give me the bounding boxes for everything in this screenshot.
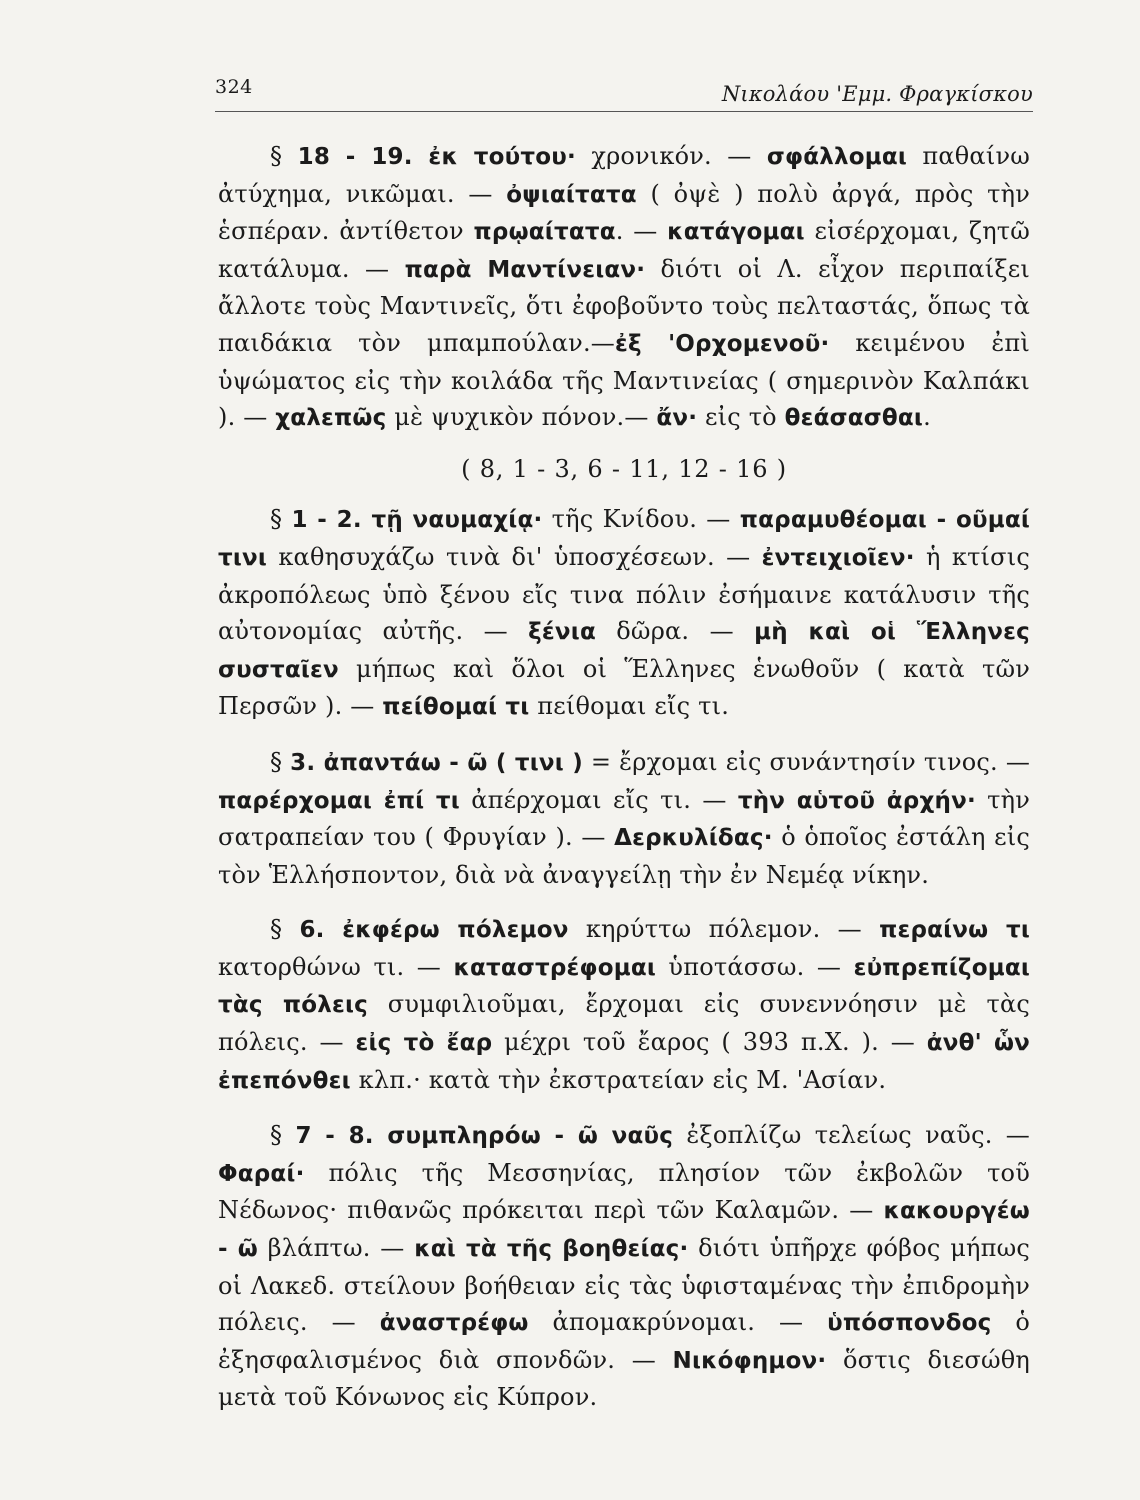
gloss-text: § <box>270 747 291 776</box>
gloss-text: συμφιλιοῦμαι, ἔρχομαι εἰς συνεννόησιν μὲ τὰς πόλεις. — <box>218 990 1030 1057</box>
lemma-term: Δερκυλίδας· <box>614 825 773 852</box>
section-3 <box>218 744 1030 893</box>
gloss-text: ( ὀψὲ ) πολὺ ἀργά, πρὸς τὴν ἑσπέραν. ἀντίθετον <box>218 179 1031 246</box>
gloss-text: μέχρι τοῦ ἔαρος ( 393 π.Χ. ). — <box>492 1028 927 1057</box>
lemma-term: 18 - 19. ἐκ τούτου· <box>297 144 576 170</box>
lemma-term: περαίνω τι <box>879 917 1031 944</box>
lemma-term: 6. ἐκφέρω πόλεμον <box>299 917 569 944</box>
lemma-term: παραμυθέομαι - οῦμαί τινι <box>218 507 1031 571</box>
page-number: 324 <box>215 76 253 98</box>
lemma-term: ὑπόσπονδος <box>827 1310 992 1337</box>
lemma-term: κακουργέω - ῶ <box>218 1198 1030 1263</box>
lemma-term: πείθομαί τι <box>382 694 530 721</box>
gloss-text: διότι οἱ Λ. εἶχον περιπαίξει ἄλλοτε τοὺς Μαντινεῖς, ὅτι ἐφοβοῦντο τοὺς πελταστάς, ὅπως τὰ παιδάκια τὸν μπαμπούλαν.— <box>218 254 1030 357</box>
gloss-text: ἀπέρχομαι εἴς τι. — <box>459 785 738 814</box>
lemma-term: χαλεπῶς <box>275 405 387 432</box>
lemma-term: Νικόφημον· <box>672 1347 827 1374</box>
gloss-text: εἰσέρχομαι, ζητῶ κατάλυμα. — <box>218 217 1031 283</box>
gloss-text: § <box>270 142 298 170</box>
gloss-text: κειμένου ἐπὶ ὑψώματος εἰς τὴν κοιλάδα τῆς Μαντινείας ( σημερινὸν Καλπάκι ). — <box>218 328 1030 432</box>
gloss-text: κατορθώνω τι. — <box>218 952 454 981</box>
gloss-text: = ἔρχομαι εἰς συνάντησίν τινος. — <box>582 747 1031 776</box>
gloss-text: τῆς Κνίδου. — <box>542 505 740 534</box>
gloss-text: μὲ ψυχικὸν πόνον.— <box>386 403 657 432</box>
lemma-term: ἀνθ' ὧν ἐπεπόνθει <box>218 1030 1031 1094</box>
gloss-text: ἀπομακρύνομαι. — <box>528 1308 828 1337</box>
gloss-text: ἐξοπλίζω τελείως ναῦς. — <box>673 1121 1030 1150</box>
gloss-text: εἰς τὸ <box>697 403 785 432</box>
gloss-text: . <box>923 403 931 432</box>
lemma-term: κατάγομαι <box>667 219 805 246</box>
page-header <box>215 70 1035 110</box>
gloss-text: πείθομαι εἴς τι. <box>529 692 730 721</box>
lemma-term: ἄν· <box>656 405 698 432</box>
gloss-text: ἡ κτίσις ἀκροπόλεως ὑπὸ ξένου εἴς τινα πόλιν ἐσήμαινε κατάλυσιν τῆς αὐτονομίας αὐτῆς. — <box>218 542 1031 646</box>
lemma-term: πρῳαίτατα <box>473 219 616 246</box>
lemma-term: ὀψιαίτατα <box>506 181 637 208</box>
lemma-term: σφάλλομαι <box>766 144 907 170</box>
lemma-term: 7 - 8. συμπληρόω - ῶ ναῦς <box>295 1123 674 1150</box>
gloss-text: τὴν σατραπείαν του ( Φρυγίαν ). — <box>218 785 1031 852</box>
section-7-8 <box>218 1117 1030 1416</box>
gloss-text: § <box>270 915 300 944</box>
gloss-text: § <box>270 505 292 534</box>
gloss-text: καθησυχάζω τινὰ δι' ὑποσχέσεων. — <box>267 542 762 571</box>
lemma-term: Φαραί· <box>218 1160 305 1187</box>
gloss-text: ὑποτάσσω. — <box>656 952 854 981</box>
lemma-term: εὐπρεπίζομαι τὰς πόλεις <box>218 954 1030 1019</box>
gloss-text: διότι ὑπῆρχε φόβος μήπως οἱ Λακεδ. στείλουν βοήθειαν εἰς τὰς ὑφισταμένας τὴν ἐπιδρομὴν πόλεις. — <box>218 1234 1030 1337</box>
lemma-term: εἰς τὸ ἔαρ <box>355 1030 493 1057</box>
lemma-term: καταστρέφομαι <box>453 954 656 981</box>
section-18-19 <box>218 138 1030 437</box>
lemma-term: ἐξ 'Ορχομενοῦ· <box>615 330 830 357</box>
lemma-term: θεάσασθαι <box>784 405 924 432</box>
lemma-term: τὴν αὑτοῦ ἀρχήν· <box>737 787 976 814</box>
lemma-term: παρέρχομαι ἐπί τι <box>218 787 460 814</box>
lemma-term: 3. ἀπαντάω - ῶ ( τινι ) <box>290 749 583 776</box>
chapter-subheading: ( 8, 1 - 3, 6 - 11, 12 - 16 ) <box>461 454 787 483</box>
header-rule <box>215 111 1033 112</box>
section-6 <box>218 911 1030 1099</box>
gloss-text: χρονικόν. — <box>575 142 767 170</box>
lemma-term: ἐντειχιοῖεν· <box>761 544 915 571</box>
gloss-text: βλάπτω. — <box>258 1234 415 1263</box>
lemma-term: καὶ τὰ τῆς βοηθείας· <box>414 1236 689 1263</box>
gloss-text: παθαίνω ἀτύχημα, νικῶμαι. — <box>218 142 1031 208</box>
section-1-2 <box>218 501 1030 726</box>
gloss-text: πόλις τῆς Μεσσηνίας, πλησίον τῶν ἐκβολῶν τοῦ Νέδωνος· πιθανῶς πρόκειται περὶ τῶν Καλαμῶν. — <box>218 1158 1030 1225</box>
gloss-text: κηρύττω πόλεμον. — <box>568 915 880 944</box>
gloss-text: . — <box>615 217 668 246</box>
running-head: Νικολάου 'Εμμ. Φραγκίσκου <box>721 82 1033 106</box>
lemma-term: ἀναστρέφω <box>379 1310 529 1337</box>
gloss-text: κλπ.· κατὰ τὴν ἐκστρατείαν εἰς Μ. 'Ασίαν. <box>350 1065 887 1094</box>
gloss-text: ὁ ὁποῖος ἐστάλη εἰς τὸν Ἑλλήσποντον, διὰ νὰ ἀναγγείλῃ τὴν ἐν Νεμέᾳ νίκην. <box>218 823 1031 889</box>
gloss-text: ὅστις διεσώθη μετὰ τοῦ Κόνωνος εἰς Κύπρον. <box>218 1345 1030 1412</box>
lemma-term: παρὰ Μαντίνειαν· <box>404 256 646 283</box>
gloss-text: δῶρα. — <box>595 617 755 646</box>
page-body <box>218 138 1030 1416</box>
gloss-text: § <box>270 1121 296 1150</box>
gloss-text: ὁ ἐξησφαλισμένος διὰ σπονδῶν. — <box>218 1308 1030 1374</box>
gloss-text: μήπως καὶ ὅλοι οἱ Ἕλληνες ἑνωθοῦν ( κατὰ τῶν Περσῶν ). — <box>218 654 1030 721</box>
lemma-term: ξένια <box>528 619 596 646</box>
lemma-term: 1 - 2. τῇ ναυμαχίᾳ· <box>291 507 543 534</box>
lemma-term: μὴ καὶ οἱ Ἕλληνες συσταῖεν <box>218 619 1030 683</box>
